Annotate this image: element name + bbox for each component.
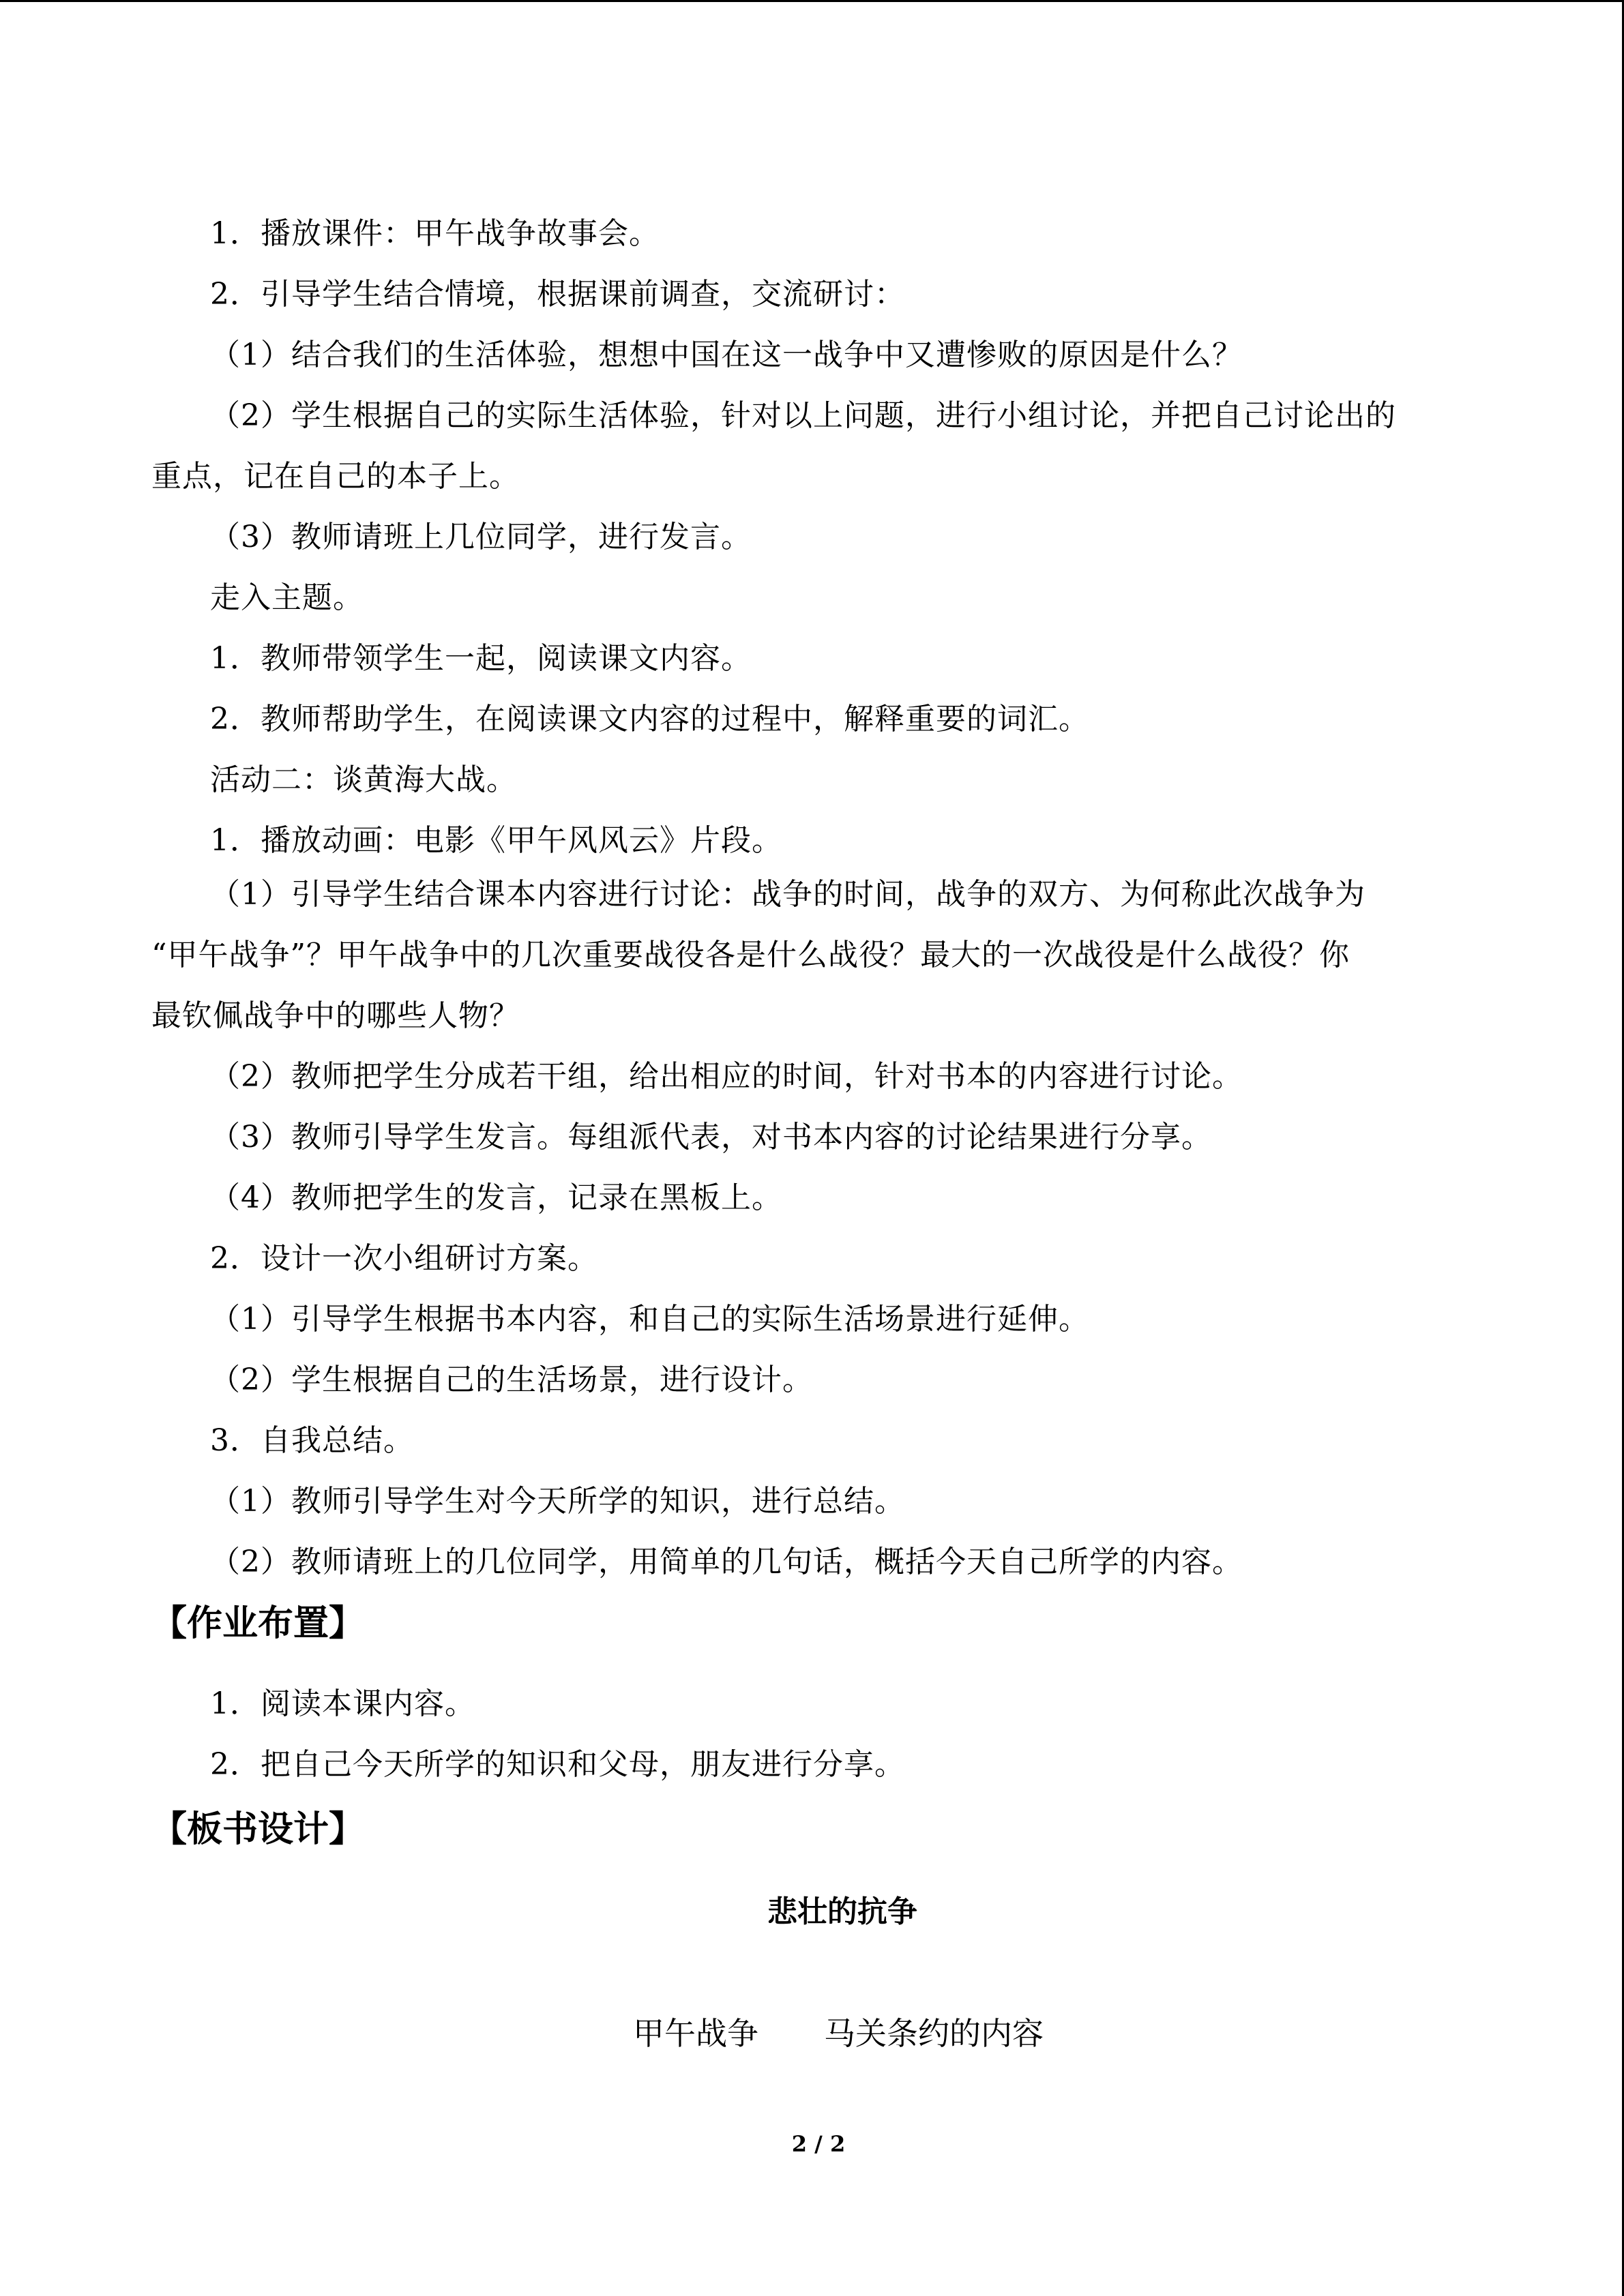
body-line: 1．教师带领学生一起，阅读课文内容。 xyxy=(210,641,752,676)
body-line: 重点，记在自己的本子上。 xyxy=(151,459,520,494)
body-line: （2）教师把学生分成若干组，给出相应的时间，针对书本的内容进行讨论。 xyxy=(210,1059,1243,1094)
body-line: 1．播放课件：甲午战争故事会。 xyxy=(210,216,660,251)
body-line: 2．设计一次小组研讨方案。 xyxy=(210,1241,598,1276)
board-item: 马关条约的内容 xyxy=(824,2015,1044,2052)
homework-line: 1．阅读本课内容。 xyxy=(210,1686,475,1721)
board-heading: 【板书设计】 xyxy=(151,1809,365,1850)
board-title: 悲壮的抗争 xyxy=(767,1894,917,1929)
body-line: （3）教师引导学生发言。每组派代表，对书本内容的讨论结果进行分享。 xyxy=(210,1120,1212,1154)
body-line: 3．自我总结。 xyxy=(210,1423,414,1458)
body-line: 活动二：谈黄海大战。 xyxy=(210,762,517,797)
body-line: （2）学生根据自己的实际生活体验，针对以上问题，进行小组讨论，并把自己讨论出的 xyxy=(210,398,1396,433)
page-number: 2 / 2 xyxy=(791,2131,846,2157)
body-line: （1）结合我们的生活体验，想想中国在这一战争中又遭惨败的原因是什么？ xyxy=(210,338,1243,372)
homework-heading: 【作业布置】 xyxy=(151,1603,365,1644)
body-line: （1）教师引导学生对今天所学的知识，进行总结。 xyxy=(210,1484,905,1519)
body-line: （2）教师请班上的几位同学，用简单的几句话，概括今天自己所学的内容。 xyxy=(210,1545,1243,1579)
body-line: 1．播放动画：电影《甲午风风云》片段。 xyxy=(210,823,782,858)
body-line: （4）教师把学生的发言，记录在黑板上。 xyxy=(210,1180,782,1215)
body-line: （2）学生根据自己的生活场景，进行设计。 xyxy=(210,1362,813,1397)
body-line: 2．教师帮助学生，在阅读课文内容的过程中，解释重要的词汇。 xyxy=(210,702,1089,736)
body-line: “甲午战争”？甲午战争中的几次重要战役各是什么战役？最大的一次战役是什么战役？你 xyxy=(151,938,1350,972)
body-line: （3）教师请班上几位同学，进行发言。 xyxy=(210,520,752,554)
body-line: 最钦佩战争中的哪些人物？ xyxy=(151,998,520,1033)
board-items xyxy=(633,2013,1044,2054)
body-line: 走入主题。 xyxy=(210,580,364,615)
body-line: 2．引导学生结合情境，根据课前调查，交流研讨： xyxy=(210,277,905,312)
body-line: （1）引导学生结合课本内容进行讨论：战争的时间，战争的双方、为何称此次战争为 xyxy=(210,877,1365,912)
homework-line: 2．把自己今天所学的知识和父母，朋友进行分享。 xyxy=(210,1747,905,1782)
body-line: （1）引导学生根据书本内容，和自己的实际生活场景进行延伸。 xyxy=(210,1302,1089,1337)
board-item: 甲午战争 xyxy=(633,2015,758,2052)
